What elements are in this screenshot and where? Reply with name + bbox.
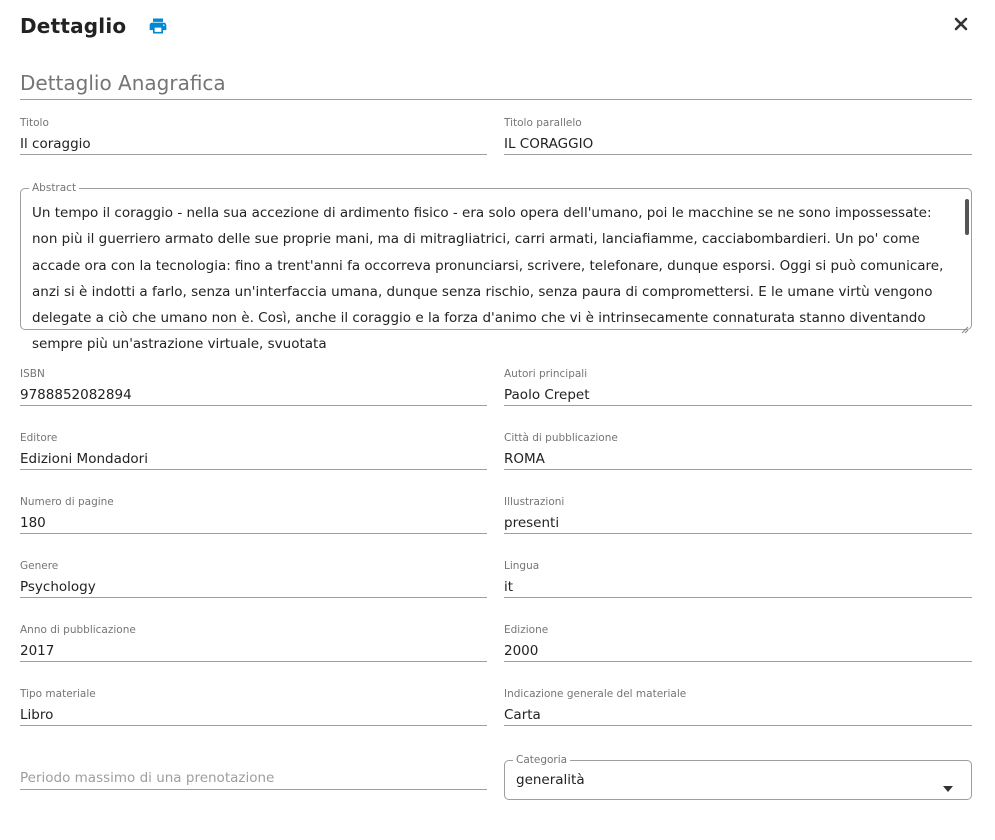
illustrazioni-value[interactable]: presenti	[504, 515, 560, 531]
pagine-label: Numero di pagine	[20, 496, 114, 508]
categoria-label: Categoria	[513, 753, 570, 767]
edizione-field[interactable]	[504, 623, 972, 662]
categoria-select[interactable]	[504, 754, 972, 800]
close-icon[interactable]	[953, 16, 969, 32]
section-title: Dettaglio Anagrafica	[20, 71, 972, 100]
titolo-label: Titolo	[20, 117, 49, 129]
titolo-value[interactable]: Il coraggio	[20, 136, 91, 152]
isbn-field[interactable]	[20, 367, 487, 406]
categoria-value: generalità	[516, 772, 585, 788]
dialog-title: Dettaglio	[20, 14, 127, 38]
genere-label: Genere	[20, 560, 59, 572]
abstract-scrollbar[interactable]	[965, 199, 969, 235]
indicazione-label: Indicazione generale del materiale	[504, 688, 687, 700]
tipo-materiale-field[interactable]	[20, 687, 487, 726]
citta-field[interactable]	[504, 431, 972, 470]
indicazione-value[interactable]: Carta	[504, 707, 541, 723]
isbn-label: ISBN	[20, 368, 45, 380]
anno-label: Anno di pubblicazione	[20, 624, 136, 636]
pagine-value[interactable]: 180	[20, 515, 46, 531]
edizione-value[interactable]: 2000	[504, 643, 539, 659]
tipo-materiale-value[interactable]: Libro	[20, 707, 54, 723]
pagine-field[interactable]	[20, 495, 487, 534]
autori-field[interactable]	[504, 367, 972, 406]
lingua-label: Lingua	[504, 560, 540, 572]
anno-value[interactable]: 2017	[20, 643, 55, 659]
autori-label: Autori principali	[504, 368, 588, 380]
titolo-parallelo-value[interactable]: IL CORAGGIO	[504, 136, 594, 152]
isbn-value[interactable]: 9788852082894	[20, 387, 132, 403]
abstract-text[interactable]: Un tempo il coraggio - nella sua accezione di ardimento fisico - era solo opera dell'umano, poi le macchine se ne sono impossessate: non più il guerriero armato delle sue proprie mani, ma di mitragliatrici, carri armati, lanciafiamme, cacciabombardieri. Un po' come accade ora con la tecnologia: fino a trent'anni fa occorreva pronunciarsi, scrivere, telefonare, dunque esporsi. Oggi si può comunicare, anzi si è indotti a farlo, senza un'interfaccia umana, dunque senza rischio, senza paura di compromettersi. E le umane virtù vengono delegate a ciò che umano non è. Così, anche il coraggio e la forza d'animo che vi è intrinsecamente connaturata stanno diventando sempre più un'astrazione virtuale, svuotata	[32, 205, 944, 353]
editore-field[interactable]	[20, 431, 487, 470]
print-icon[interactable]	[148, 16, 168, 36]
autori-value[interactable]: Paolo Crepet	[504, 387, 590, 403]
edizione-label: Edizione	[504, 624, 549, 636]
editore-value[interactable]: Edizioni Mondadori	[20, 451, 148, 467]
abstract-label: Abstract	[29, 181, 79, 195]
dialog-header	[20, 14, 168, 38]
abstract-textarea[interactable]	[20, 182, 972, 353]
genere-value[interactable]: Psychology	[20, 579, 96, 595]
periodo-prenotazione-input[interactable]	[20, 760, 487, 790]
tipo-materiale-label: Tipo materiale	[20, 688, 96, 700]
lingua-value[interactable]: it	[504, 579, 514, 595]
illustrazioni-field[interactable]	[504, 495, 972, 534]
illustrazioni-label: Illustrazioni	[504, 496, 565, 508]
indicazione-field[interactable]	[504, 687, 972, 726]
anno-field[interactable]	[20, 623, 487, 662]
titolo-parallelo-label: Titolo parallelo	[504, 117, 582, 129]
citta-value[interactable]: ROMA	[504, 451, 545, 467]
resize-handle-icon[interactable]	[961, 319, 969, 327]
periodo-prenotazione-placeholder: Periodo massimo di una prenotazione	[20, 770, 275, 786]
editore-label: Editore	[20, 432, 58, 444]
titolo-field[interactable]	[20, 116, 487, 155]
genere-field[interactable]	[20, 559, 487, 598]
citta-label: Città di pubblicazione	[504, 432, 618, 444]
lingua-field[interactable]	[504, 559, 972, 598]
titolo-parallelo-field[interactable]	[504, 116, 972, 155]
chevron-down-icon[interactable]	[943, 777, 953, 783]
